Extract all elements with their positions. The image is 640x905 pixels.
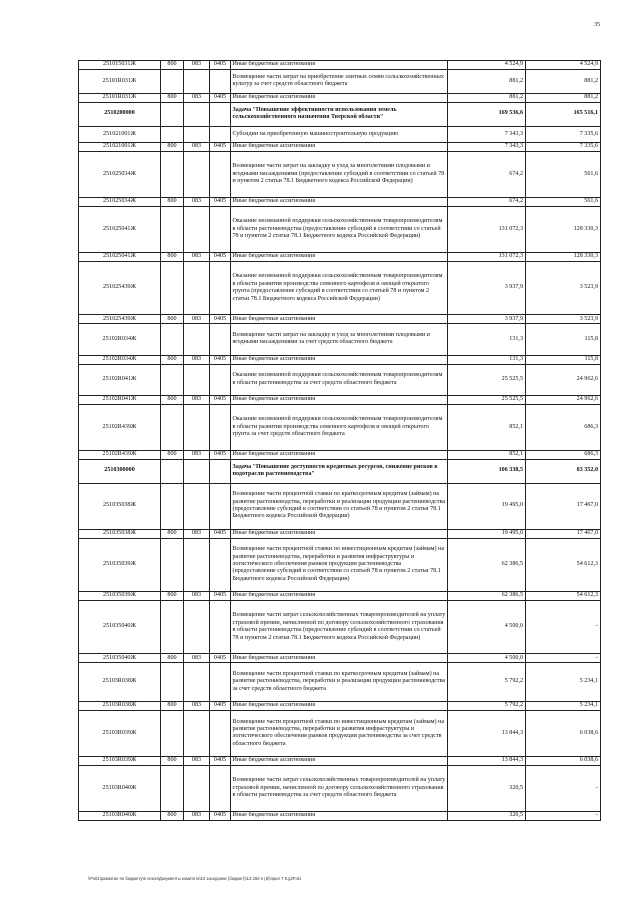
cell-code: 251025439Ж (79, 261, 161, 314)
cell-section: 0405 (210, 315, 231, 324)
cell-ministry (184, 324, 210, 355)
cell-expense-type (161, 151, 184, 197)
cell-expense-type: 800 (161, 756, 184, 765)
cell-description: Иные бюджетные ассигнования (231, 142, 448, 151)
cell-code: 251035039Ж (79, 538, 161, 591)
cell-section (210, 710, 231, 756)
table-row (79, 701, 601, 710)
cell-amount-actual: 686,3 (526, 450, 601, 459)
cell-code: 25102R041Ж (79, 364, 161, 395)
cell-amount-actual: 6 038,6 (526, 756, 601, 765)
table-row (79, 206, 601, 252)
cell-description: Иные бюджетные ассигнования (231, 529, 448, 538)
cell-amount-plan: 131,3 (448, 324, 526, 355)
cell-description: Возмещение части затрат на приобретение элитных семян сельскохозяйственных культур за счет средств областного бюджета (231, 70, 448, 94)
cell-amount-actual: 128 330,3 (526, 252, 601, 261)
cell-section: 0405 (210, 591, 231, 600)
cell-code: 251021001Ж (79, 142, 161, 151)
cell-amount-plan: 25 525,5 (448, 395, 526, 404)
cell-amount-actual: 3 523,9 (526, 261, 601, 314)
cell-ministry (184, 364, 210, 395)
cell-description: Иные бюджетные ассигнования (231, 591, 448, 600)
table-row (79, 315, 601, 324)
cell-ministry: 083 (184, 142, 210, 151)
cell-amount-actual: 83 352,0 (526, 459, 601, 483)
cell-ministry (184, 404, 210, 450)
cell-code: 25103R038Ж (79, 701, 161, 710)
cell-expense-type (161, 126, 184, 142)
cell-code: 25103R039Ж (79, 710, 161, 756)
cell-ministry: 083 (184, 450, 210, 459)
cell-ministry: 083 (184, 93, 210, 102)
section-row (79, 102, 601, 126)
cell-description: Иные бюджетные ассигнования (231, 197, 448, 206)
cell-description: Иные бюджетные ассигнования (231, 450, 448, 459)
table-body (79, 61, 601, 821)
cell-amount-actual: 7 335,6 (526, 126, 601, 142)
cell-amount-plan: 62 386,5 (448, 538, 526, 591)
table-row (79, 126, 601, 142)
cell-amount-actual: - (526, 811, 601, 820)
cell-ministry (184, 710, 210, 756)
cell-section (210, 70, 231, 94)
cell-ministry (184, 126, 210, 142)
cell-expense-type (161, 404, 184, 450)
table-row (79, 483, 601, 529)
cell-amount-plan: 4 500,0 (448, 600, 526, 653)
section-row (79, 459, 601, 483)
cell-section (210, 483, 231, 529)
table-row (79, 600, 601, 653)
cell-ministry: 083 (184, 355, 210, 364)
cell-ministry (184, 102, 210, 126)
cell-description: Возмещение части процентной ставки по инвестиционным кредитам (займам) на развитие растениеводства, переработки и развития инфраструктуры и логистического обеспечения рынков продукции растениеводства за счет средств областного бюджета (231, 710, 448, 756)
cell-section (210, 151, 231, 197)
table-row (79, 710, 601, 756)
table-row (79, 61, 601, 70)
cell-description: Иные бюджетные ассигнования (231, 93, 448, 102)
cell-section: 0405 (210, 395, 231, 404)
table-row (79, 538, 601, 591)
table-row (79, 529, 601, 538)
cell-amount-plan: 5 792,2 (448, 663, 526, 702)
cell-code: 25103R039Ж (79, 756, 161, 765)
cell-expense-type: 800 (161, 811, 184, 820)
table-row (79, 261, 601, 314)
table-row (79, 70, 601, 94)
cell-expense-type (161, 710, 184, 756)
cell-amount-plan: 674,2 (448, 151, 526, 197)
cell-amount-plan: 131 072,3 (448, 206, 526, 252)
cell-expense-type: 800 (161, 197, 184, 206)
cell-section (210, 126, 231, 142)
cell-amount-actual: 561,6 (526, 197, 601, 206)
cell-code: 251025041Ж (79, 206, 161, 252)
cell-ministry (184, 206, 210, 252)
cell-description: Оказание несвязанной поддержки сельскохозяйственным товаропроизводителям в области растениеводства (предоставление субсидий в соответствии со статьей 78 и пунктом 2 статьи 78.1 Бюджетного кодекса Российской Федерации) (231, 206, 448, 252)
cell-amount-plan: 881,2 (448, 93, 526, 102)
cell-code: 25101R031Ж (79, 70, 161, 94)
cell-amount-plan: 3 937,9 (448, 315, 526, 324)
cell-amount-actual: 54 612,3 (526, 591, 601, 600)
cell-amount-plan: 4 500,0 (448, 654, 526, 663)
cell-description: Иные бюджетные ассигнования (231, 654, 448, 663)
cell-amount-actual: 24 962,6 (526, 395, 601, 404)
cell-amount-actual: 128 330,3 (526, 206, 601, 252)
cell-section: 0405 (210, 355, 231, 364)
page-number: 35 (594, 22, 600, 28)
cell-amount-plan: 7 343,3 (448, 126, 526, 142)
cell-expense-type (161, 483, 184, 529)
cell-expense-type: 800 (161, 701, 184, 710)
cell-description: Возмещение части затрат на закладку и уход за многолетними плодовыми и ягодными насаждениями (предоставление субсидий в соответствии со статьей 78 и пунктом 2 статьи 78.1 Бюджетного кодекса Российской Федерации) (231, 151, 448, 197)
cell-amount-actual: 17 467,0 (526, 483, 601, 529)
cell-section: 0405 (210, 61, 231, 70)
cell-code: 2510200000 (79, 102, 161, 126)
cell-code: 251035040Ж (79, 600, 161, 653)
cell-expense-type (161, 206, 184, 252)
cell-description: Оказание несвязанной поддержки сельскохозяйственным товаропроизводителям в области растениеводства за счет средств областного бюджета (231, 364, 448, 395)
cell-section: 0405 (210, 756, 231, 765)
cell-ministry: 083 (184, 395, 210, 404)
table-row (79, 756, 601, 765)
cell-code: 251035038Ж (79, 483, 161, 529)
cell-code: 251035039Ж (79, 591, 161, 600)
table-row (79, 654, 601, 663)
cell-expense-type (161, 663, 184, 702)
table-row (79, 142, 601, 151)
table-row (79, 395, 601, 404)
cell-code: 251025439Ж (79, 315, 161, 324)
cell-expense-type (161, 324, 184, 355)
cell-section (210, 538, 231, 591)
cell-amount-plan: 674,2 (448, 197, 526, 206)
footer-file-path: \\Fs01\развитие по бюджету\5 сезон\Документы комитета\13 заседание (бюджет)\13 282-п (6)\прил 7 8.g2P.xls (88, 876, 302, 881)
cell-section: 0405 (210, 529, 231, 538)
cell-expense-type: 800 (161, 61, 184, 70)
cell-amount-plan: 881,2 (448, 70, 526, 94)
cell-code: 25102R034Ж (79, 324, 161, 355)
cell-expense-type: 800 (161, 252, 184, 261)
cell-expense-type: 800 (161, 591, 184, 600)
cell-amount-plan: 62 386,5 (448, 591, 526, 600)
cell-code: 25102R439Ж (79, 450, 161, 459)
cell-section: 0405 (210, 93, 231, 102)
cell-description: Задача "Повышение эффективности использования земель сельскохозяйственного назначения Тверской области" (231, 102, 448, 126)
cell-expense-type: 800 (161, 529, 184, 538)
cell-section (210, 364, 231, 395)
cell-ministry: 083 (184, 315, 210, 324)
cell-amount-actual: 54 612,3 (526, 538, 601, 591)
cell-section (210, 459, 231, 483)
cell-amount-plan: 320,5 (448, 811, 526, 820)
table-row (79, 355, 601, 364)
cell-expense-type: 800 (161, 355, 184, 364)
cell-expense-type (161, 538, 184, 591)
cell-description: Возмещение части затрат на закладку и уход за многолетними плодовыми и ягодными насаждениями за счет средств областного бюджета (231, 324, 448, 355)
table-row (79, 450, 601, 459)
cell-expense-type (161, 70, 184, 94)
cell-code: 25101R031Ж (79, 93, 161, 102)
cell-ministry: 083 (184, 591, 210, 600)
table-row (79, 324, 601, 355)
cell-code: 25102R439Ж (79, 404, 161, 450)
cell-amount-actual: - (526, 765, 601, 811)
cell-expense-type: 800 (161, 315, 184, 324)
cell-code: 251035038Ж (79, 529, 161, 538)
cell-section (210, 102, 231, 126)
cell-expense-type: 800 (161, 395, 184, 404)
cell-description: Возмещение части процентной ставки по краткосрочным кредитам (займам) на развитие растениеводства, переработки и реализации продукции растениеводства (предоставление субсидий в соответствии со статьей 78 и пунктом 2 статьи 78.1 Бюджетного кодекса Российской Федерации) (231, 483, 448, 529)
cell-code: 25103R040Ж (79, 765, 161, 811)
cell-ministry (184, 663, 210, 702)
cell-amount-actual: 561,6 (526, 151, 601, 197)
cell-description: Возмещение части процентной ставки по краткосрочным кредитам (займам) на развитие растениеводства, переработки и реализации продукции растениеводства за счет средств областного бюджета (231, 663, 448, 702)
cell-description: Иные бюджетные ассигнования (231, 252, 448, 261)
cell-amount-plan: 25 525,5 (448, 364, 526, 395)
cell-amount-actual: 7 335,6 (526, 142, 601, 151)
cell-code: 25103R040Ж (79, 811, 161, 820)
cell-amount-plan: 13 844,3 (448, 710, 526, 756)
cell-description: Возмещение части затрат сельскохозяйственных товаропроизводителей на уплату страховой премии, начисленной по договору сельскохозяйственного страхования в области растениеводства (предоставление субсидий в соответствии со статьей 78 и пунктом 2 статьи 78.1 Бюджетного кодекса Российской Федерации) (231, 600, 448, 653)
cell-description: Оказание несвязанной поддержки сельскохозяйственным товаропроизводителям в области развития производства семенного картофеля и овощей открытого грунта за счет средств областного бюджета (231, 404, 448, 450)
cell-expense-type: 800 (161, 93, 184, 102)
cell-section (210, 765, 231, 811)
table-row (79, 811, 601, 820)
cell-code: 25103R038Ж (79, 663, 161, 702)
cell-amount-plan: 106 338,5 (448, 459, 526, 483)
table-row (79, 151, 601, 197)
table-row (79, 252, 601, 261)
cell-amount-actual: 115,8 (526, 355, 601, 364)
cell-section (210, 324, 231, 355)
cell-amount-actual: 686,3 (526, 404, 601, 450)
cell-expense-type: 800 (161, 142, 184, 151)
cell-ministry: 083 (184, 529, 210, 538)
cell-code: 251025041Ж (79, 252, 161, 261)
cell-amount-plan: 3 937,9 (448, 261, 526, 314)
cell-description: Задача "Повышение доступности кредитных ресурсов, снижение рисков в подотрасли растениеводства" (231, 459, 448, 483)
cell-ministry (184, 261, 210, 314)
cell-expense-type (161, 364, 184, 395)
cell-ministry (184, 538, 210, 591)
cell-section: 0405 (210, 701, 231, 710)
cell-amount-plan: 852,1 (448, 450, 526, 459)
cell-amount-actual: 17 467,0 (526, 529, 601, 538)
cell-expense-type: 800 (161, 654, 184, 663)
cell-section (210, 600, 231, 653)
cell-amount-actual: 5 234,1 (526, 663, 601, 702)
cell-ministry: 083 (184, 252, 210, 261)
cell-section (210, 206, 231, 252)
cell-ministry (184, 600, 210, 653)
cell-description: Возмещение части процентной ставки по инвестиционным кредитам (займам) на развитие растениеводства, переработки и развития инфраструктуры и логистического обеспечения рынков продукции растениеводства (предоставление субсидий в соответствии со статьей 78 и пунктом 2 статьи 78.1 Бюджетного кодекса Российской Федерации) (231, 538, 448, 591)
cell-amount-plan: 19 495,0 (448, 483, 526, 529)
cell-ministry: 083 (184, 61, 210, 70)
cell-code: 251035040Ж (79, 654, 161, 663)
cell-description: Иные бюджетные ассигнования (231, 701, 448, 710)
table-row (79, 663, 601, 702)
cell-code: 251025034Ж (79, 151, 161, 197)
cell-code: 25102R034Ж (79, 355, 161, 364)
cell-amount-plan: 19 495,0 (448, 529, 526, 538)
cell-amount-actual: 4 524,9 (526, 61, 601, 70)
cell-code: 251015031Ж (79, 61, 161, 70)
cell-section: 0405 (210, 450, 231, 459)
budget-table (78, 60, 601, 821)
table-row (79, 591, 601, 600)
cell-description: Иные бюджетные ассигнования (231, 811, 448, 820)
cell-ministry: 083 (184, 654, 210, 663)
table-row (79, 93, 601, 102)
cell-section: 0405 (210, 142, 231, 151)
cell-amount-actual: - (526, 654, 601, 663)
cell-code: 2510300000 (79, 459, 161, 483)
cell-amount-plan: 7 343,3 (448, 142, 526, 151)
cell-amount-plan: 320,5 (448, 765, 526, 811)
cell-section: 0405 (210, 252, 231, 261)
cell-amount-actual: 115,8 (526, 324, 601, 355)
cell-amount-actual: 24 962,6 (526, 364, 601, 395)
cell-section: 0405 (210, 811, 231, 820)
cell-expense-type (161, 600, 184, 653)
cell-section (210, 404, 231, 450)
cell-amount-actual: 165 516,1 (526, 102, 601, 126)
cell-amount-plan: 5 792,2 (448, 701, 526, 710)
cell-amount-plan: 852,1 (448, 404, 526, 450)
cell-amount-plan: 131 072,3 (448, 252, 526, 261)
cell-description: Иные бюджетные ассигнования (231, 395, 448, 404)
cell-ministry (184, 70, 210, 94)
cell-code: 25102R041Ж (79, 395, 161, 404)
cell-amount-plan: 169 536,6 (448, 102, 526, 126)
cell-amount-actual: 881,2 (526, 70, 601, 94)
cell-section (210, 261, 231, 314)
cell-amount-actual: 3 523,9 (526, 315, 601, 324)
cell-amount-plan: 131,3 (448, 355, 526, 364)
cell-description: Возмещение части затрат сельскохозяйственных товаропроизводителей на уплату страховой премии, начисленной по договору сельскохозяйственного страхования в области растениеводства за счет средств областного бюджета (231, 765, 448, 811)
table-row (79, 765, 601, 811)
cell-ministry: 083 (184, 197, 210, 206)
cell-section: 0405 (210, 654, 231, 663)
cell-amount-actual: 5 234,1 (526, 701, 601, 710)
cell-expense-type: 800 (161, 450, 184, 459)
cell-amount-actual: - (526, 600, 601, 653)
table-row (79, 364, 601, 395)
cell-description: Субсидии на приобретенную машиностроительную продукцию (231, 126, 448, 142)
cell-code: 251025034Ж (79, 197, 161, 206)
cell-amount-plan: 4 524,9 (448, 61, 526, 70)
cell-ministry (184, 151, 210, 197)
cell-section: 0405 (210, 197, 231, 206)
cell-expense-type (161, 459, 184, 483)
table-row (79, 197, 601, 206)
cell-ministry: 083 (184, 811, 210, 820)
cell-description: Иные бюджетные ассигнования (231, 756, 448, 765)
table-row (79, 404, 601, 450)
cell-expense-type (161, 261, 184, 314)
cell-ministry: 083 (184, 756, 210, 765)
cell-ministry (184, 483, 210, 529)
cell-amount-actual: 881,2 (526, 93, 601, 102)
cell-ministry (184, 765, 210, 811)
cell-ministry (184, 459, 210, 483)
cell-amount-actual: 6 038,6 (526, 710, 601, 756)
cell-code: 251021001Ж (79, 126, 161, 142)
cell-description: Иные бюджетные ассигнования (231, 355, 448, 364)
cell-description: Иные бюджетные ассигнования (231, 315, 448, 324)
cell-expense-type (161, 765, 184, 811)
cell-description: Иные бюджетные ассигнования (231, 61, 448, 70)
cell-expense-type (161, 102, 184, 126)
cell-description: Оказание несвязанной поддержки сельскохозяйственным товаропроизводителям в области развития производства семенного картофеля и овощей открытого грунта (предоставление субсидий в соответствии со статьей 78 и пунктом 2 статьи 78.1 Бюджетного кодекса Российской Федерации) (231, 261, 448, 314)
cell-section (210, 663, 231, 702)
cell-amount-plan: 13 844,3 (448, 756, 526, 765)
cell-ministry: 083 (184, 701, 210, 710)
